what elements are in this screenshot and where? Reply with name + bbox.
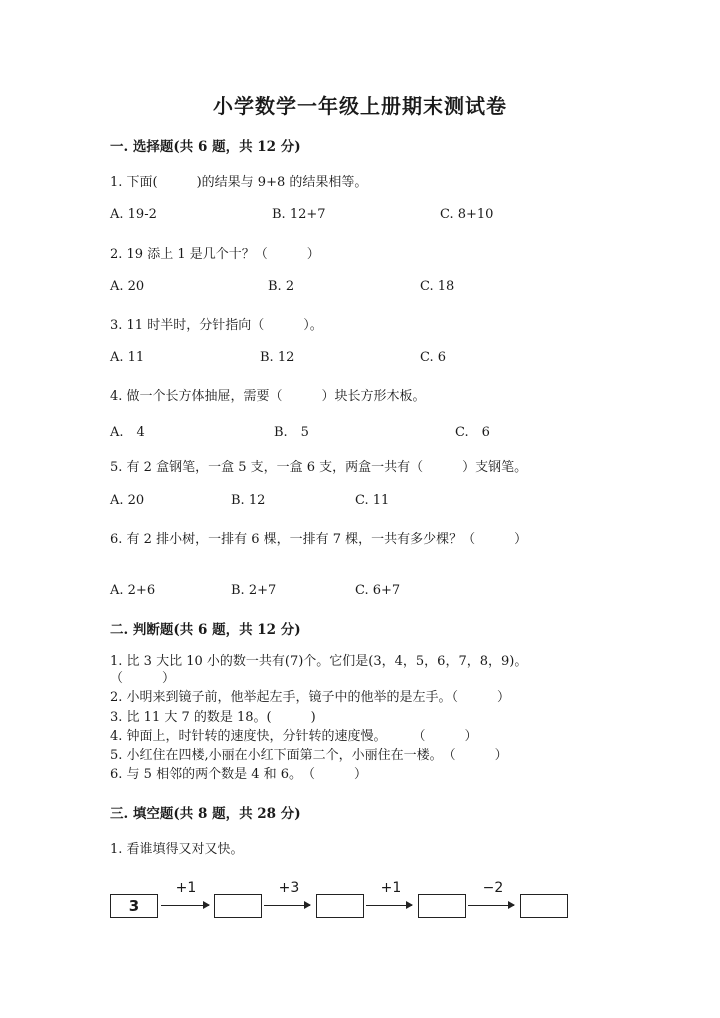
option-a: A. 2+6 <box>110 583 156 598</box>
option-a: A. 4 <box>110 425 145 440</box>
option-a: A. 20 <box>110 279 145 294</box>
option-c: C. 18 <box>420 279 455 294</box>
option-c: C. 6 <box>420 350 447 365</box>
number-chain <box>108 880 578 925</box>
option-b: B. 12+7 <box>272 207 326 222</box>
answer-box[interactable] <box>418 894 466 918</box>
judge-2: 2. 小明来到镜子前，他举起左手，镜子中的他举的是左手。（ ） <box>110 690 511 705</box>
judge-5: 5. 小红住在四楼,小丽在小红下面第二个，小丽住在一楼。 （ ） <box>110 748 508 763</box>
judge-4: 4. 钟面上，时针转的速度快，分针转的速度慢。 （ ） <box>110 729 478 744</box>
question-3: 3. 11 时半时，分针指向（ ）。 <box>110 318 323 333</box>
operation-label: −2 <box>482 880 504 896</box>
question-4: 4. 做一个长方体抽屉，需要（ ）块长方形木板。 <box>110 389 426 404</box>
answer-box[interactable] <box>214 894 262 918</box>
option-b: B. 2 <box>268 279 295 294</box>
option-a: A. 19-2 <box>110 207 157 222</box>
right-arrow-icon <box>468 905 514 906</box>
judge-6: 6. 与 5 相邻的两个数是 4 和 6。 （ ） <box>110 767 368 782</box>
operation-label: +1 <box>380 880 402 896</box>
option-c: C. 8+10 <box>440 207 494 222</box>
option-c: C. 6+7 <box>355 583 401 598</box>
option-b: B. 12 <box>231 493 266 508</box>
section-heading-choice: 一. 选择题(共 6 题，共 12 分) <box>110 139 301 155</box>
option-b: B. 5 <box>274 425 309 440</box>
question-2: 2. 19 添上 1 是几个十？（ ） <box>110 247 320 262</box>
option-c: C. 11 <box>355 493 390 508</box>
question-1: 1. 下面( )的结果与 9+8 的结果相等。 <box>110 175 368 190</box>
answer-box[interactable] <box>316 894 364 918</box>
start-number-box: 3 <box>110 894 158 918</box>
option-a: A. 11 <box>110 350 145 365</box>
operation-label: +3 <box>278 880 300 896</box>
question-5: 5. 有 2 盒钢笔，一盒 5 支，一盒 6 支，两盒一共有（ ）支钢笔。 <box>110 460 528 475</box>
page-title: 小学数学一年级上册期末测试卷 <box>213 94 507 118</box>
option-b: B. 12 <box>260 350 295 365</box>
operation-label: +1 <box>175 880 197 896</box>
section-heading-fill: 三. 填空题(共 8 题，共 28 分) <box>110 806 301 822</box>
right-arrow-icon <box>264 905 310 906</box>
option-a: A. 20 <box>110 493 145 508</box>
judge-3: 3. 比 11 大 7 的数是 18。( ) <box>110 710 316 725</box>
answer-box[interactable] <box>520 894 568 918</box>
option-c: C. 6 <box>455 425 490 440</box>
section-heading-judge: 二. 判断题(共 6 题，共 12 分) <box>110 622 301 638</box>
fill-question-1: 1. 看谁填得又对又快。 <box>110 842 244 857</box>
question-6: 6. 有 2 排小树，一排有 6 棵，一排有 7 棵，一共有多少棵？（ ） <box>110 532 528 547</box>
judge-1: 1. 比 3 大比 10 小的数一共有(7)个。它们是(3，4，5，6，7，8，9)。 <box>110 654 528 669</box>
right-arrow-icon <box>161 905 209 906</box>
judge-1-bracket: （ ） <box>110 671 176 686</box>
right-arrow-icon <box>366 905 412 906</box>
option-b: B. 2+7 <box>231 583 277 598</box>
